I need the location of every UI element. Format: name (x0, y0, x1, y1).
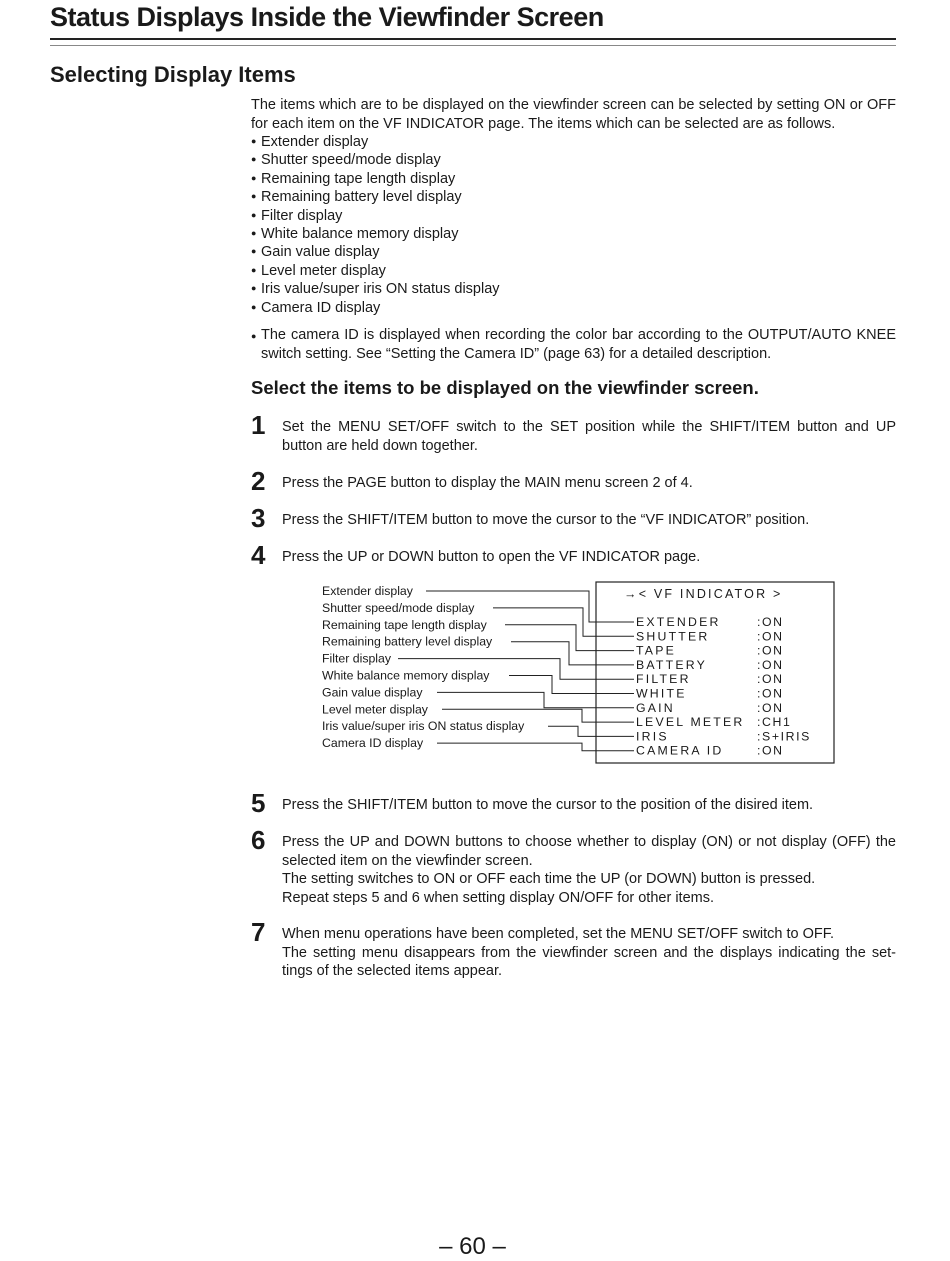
list-item: ● Remaining battery level display (251, 188, 500, 206)
step-line: The setting menu disappears from the viewfinder screen and the displays indicating the set-tings of the selected items appear. (282, 944, 896, 979)
step-line: Repeat steps 5 and 6 when setting display ON/OFF for other items. (282, 889, 714, 906)
step-text (282, 796, 896, 815)
vf-menu-item-label: WHITE (636, 686, 687, 701)
step-number: 2 (251, 466, 266, 496)
title-rule-thick (50, 38, 896, 40)
step-text (282, 474, 896, 493)
vf-menu-item-value: :ON (757, 643, 784, 658)
callout-labels (322, 584, 525, 750)
leader-line (505, 625, 634, 651)
list-item: ● Gain value display (251, 243, 500, 261)
vf-screen-frame (596, 582, 834, 763)
callout-label: Filter display (322, 651, 392, 666)
callout-label: Shutter speed/mode display (322, 600, 475, 615)
callout-label: Remaining tape length display (322, 617, 487, 632)
intro-paragraph: The items which are to be displayed on the viewfinder screen can be selected by setting ON or OFF for each item on the VF INDICATOR page. The items which can be selected are as follows. (251, 97, 896, 132)
leader-line (509, 676, 634, 694)
leader-lines (398, 591, 634, 751)
leader-line (437, 692, 634, 707)
list-item: ● Iris value/super iris ON status display (251, 280, 500, 298)
leader-line (426, 591, 634, 622)
vf-menu-item-label: EXTENDER (636, 615, 721, 629)
page-title: Status Displays Inside the Viewfinder Screen (50, 2, 604, 32)
list-item: ● Level meter display (251, 262, 500, 280)
step-line: When menu operations have been completed, set the MENU SET/OFF switch to OFF. (282, 926, 835, 942)
page-number: – 60 – (439, 1233, 506, 1260)
vf-menu-item-value: :ON (757, 700, 784, 715)
vf-menu-item-value: :ON (757, 657, 784, 672)
vf-menu-items (636, 615, 811, 758)
vf-menu-item-value: :CH1 (757, 715, 792, 730)
vf-menu-item-value: :ON (757, 686, 784, 701)
step-number: 7 (251, 917, 266, 947)
leader-line (493, 608, 634, 636)
vf-menu-item-label: CAMERA ID (636, 743, 724, 758)
vf-menu-item-label: BATTERY (636, 657, 707, 672)
step-number: 6 (251, 825, 266, 855)
leader-line (398, 659, 634, 680)
vf-menu-item-label: LEVEL METER (636, 715, 745, 730)
list-item: ● Remaining tape length display (251, 170, 500, 188)
list-item: ● Filter display (251, 207, 500, 225)
steps-heading: Select the items to be displayed on the viewfinder screen. (251, 377, 759, 398)
vf-menu-item-label: IRIS (636, 729, 669, 744)
callout-label: Remaining battery level display (322, 634, 493, 649)
title-rule-thin (50, 45, 896, 46)
leader-line (442, 709, 634, 722)
step-line: Press the PAGE button to display the MAIN menu screen 2 of 4. (282, 475, 693, 491)
camera-id-note: ● The camera ID is displayed when recording the color bar according to the OUTPUT/AUTO KNEE switch setting. See “Setting the Camera ID” (page 63) for a detailed description. (251, 326, 896, 363)
step-line: Press the UP and DOWN buttons to choose whether to display (ON) or not display (OFF) the selected item on the viewfinder screen. (282, 834, 896, 869)
vf-menu-item-label: TAPE (636, 643, 677, 658)
step-line: The setting switches to ON or OFF each time the UP (or DOWN) button is pressed. (282, 871, 816, 887)
step-text (282, 418, 896, 455)
vf-menu-item-value: :ON (757, 615, 784, 629)
step-line: Press the SHIFT/ITEM button to move the cursor to the position of the disired item. (282, 797, 814, 813)
leader-line (548, 726, 634, 736)
step-number: 1 (251, 410, 266, 440)
step-line: Press the UP or DOWN button to open the VF INDICATOR page. (282, 549, 701, 565)
vf-menu-item-label: SHUTTER (636, 629, 710, 644)
list-item: ● White balance memory display (251, 225, 500, 243)
display-items-list (251, 133, 500, 317)
vf-menu-item-value: :S+IRIS (757, 729, 811, 744)
callout-label: White balance memory display (322, 668, 490, 683)
callout-label: Extender display (322, 584, 413, 598)
section-title: Selecting Display Items (50, 62, 296, 87)
leader-line (437, 743, 634, 751)
vf-screen-title: →< VF INDICATOR > (624, 587, 783, 601)
list-item: ● Shutter speed/mode display (251, 151, 500, 169)
list-item: ● Camera ID display (251, 299, 500, 317)
step-number: 4 (251, 540, 266, 570)
callout-label: Camera ID display (322, 736, 424, 751)
step-line: Press the SHIFT/ITEM button to move the cursor to the “VF INDICATOR” position. (282, 512, 810, 528)
vf-menu-item-value: :ON (757, 672, 784, 687)
vf-menu-item-label: FILTER (636, 672, 691, 687)
step-text (282, 925, 896, 981)
callout-label: Gain value display (322, 685, 423, 700)
vf-menu-item-value: :ON (757, 743, 784, 758)
list-item: ● Extender display (251, 133, 500, 151)
vf-menu-item-value: :ON (757, 629, 784, 644)
leader-line (511, 642, 634, 665)
callout-label: Level meter display (322, 702, 428, 717)
callout-label: Iris value/super iris ON status display (322, 719, 525, 734)
step-text (282, 548, 896, 567)
step-text (282, 833, 896, 907)
vf-menu-item-label: GAIN (636, 700, 675, 715)
step-text (282, 511, 896, 530)
step-number: 5 (251, 788, 266, 818)
step-line: Set the MENU SET/OFF switch to the SET position while the SHIFT/ITEM button and UP button are held down together. (282, 419, 896, 454)
step-number: 3 (251, 503, 266, 533)
